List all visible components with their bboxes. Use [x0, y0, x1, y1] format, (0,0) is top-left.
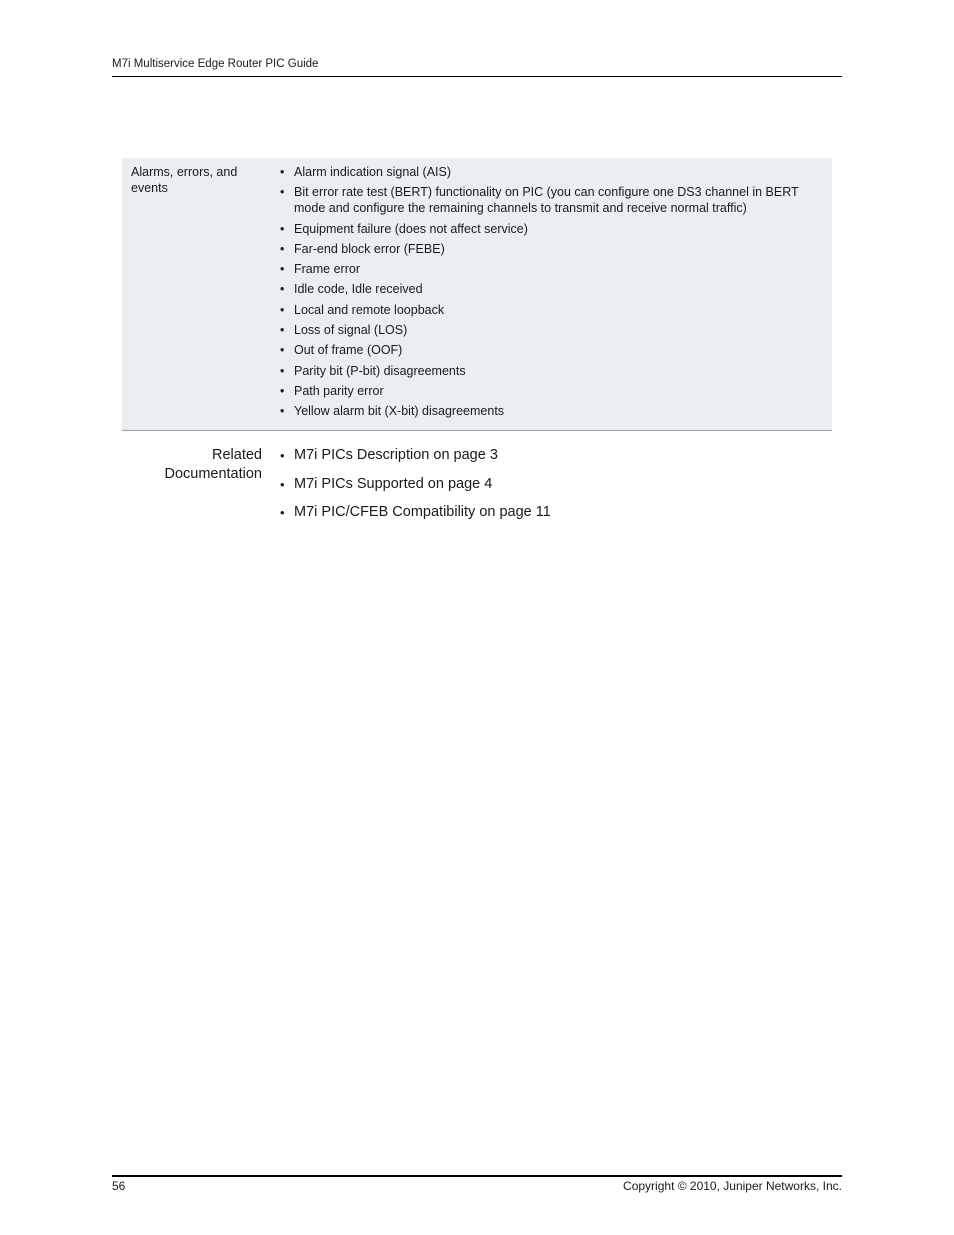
bullet-icon: • — [280, 404, 285, 419]
list-item-text: Alarm indication signal (AIS) — [294, 165, 452, 179]
list-item — [280, 184, 815, 216]
bullet-icon: • — [280, 282, 285, 297]
bullet-icon: • — [280, 505, 285, 520]
list-item-text: Frame error — [294, 262, 360, 277]
list-item — [280, 363, 815, 379]
bullet-icon: • — [280, 241, 285, 256]
bullet-icon: • — [280, 343, 285, 358]
list-item-text: Idle code, Idle received — [294, 282, 423, 297]
list-item-text: Bit error rate test (BERT) functionality on PIC (you can configure one DS3 channel in BERT mode and configure the remaining channels to transmit and receive normal traffic) — [294, 185, 799, 216]
guide-title: M7i Multiservice Edge Router PIC Guide — [112, 58, 319, 70]
spec-item-list — [280, 164, 815, 424]
copyright-notice: Copyright © 2010, Juniper Networks, Inc. — [623, 1179, 842, 1193]
page-footer — [112, 1175, 842, 1194]
related-documentation-heading — [122, 446, 262, 484]
related-link-item[interactable] — [280, 446, 780, 465]
list-item — [280, 403, 815, 419]
related-heading-line2: Documentation — [164, 466, 262, 482]
list-item-text: Loss of signal (LOS) — [294, 323, 408, 338]
list-item — [280, 281, 815, 297]
related-heading-line1: Related — [212, 447, 262, 463]
list-item-text: Equipment failure (does not affect service) — [294, 221, 528, 236]
related-link-item[interactable] — [280, 475, 780, 494]
bullet-icon: • — [280, 323, 285, 338]
related-link-text[interactable]: M7i PICs Description on page 3 — [294, 447, 498, 463]
page-header — [112, 57, 842, 77]
bullet-icon: • — [280, 165, 285, 179]
related-link-text[interactable]: M7i PICs Supported on page 4 — [294, 475, 493, 492]
bullet-icon: • — [280, 363, 285, 378]
list-item — [280, 221, 815, 237]
list-item — [280, 342, 815, 358]
list-item-text: Yellow alarm bit (X-bit) disagreements — [294, 404, 505, 419]
bullet-icon: • — [280, 302, 285, 317]
list-item-text: Out of frame (OOF) — [294, 343, 403, 358]
list-item — [280, 302, 815, 318]
list-item-text: Parity bit (P-bit) disagreements — [294, 363, 466, 378]
list-item — [280, 241, 815, 257]
bullet-icon: • — [280, 448, 285, 463]
list-item-text: Far-end block error (FEBE) — [294, 241, 445, 256]
list-item — [280, 164, 815, 180]
list-item-text: Path parity error — [294, 383, 384, 398]
bullet-icon: • — [280, 262, 285, 277]
bullet-icon: • — [280, 185, 285, 200]
list-item-text: Local and remote loopback — [294, 302, 445, 317]
related-link-text[interactable]: M7i PIC/CFEB Compatibility on page 11 — [294, 504, 551, 520]
related-links-list — [280, 446, 780, 532]
list-item — [280, 322, 815, 338]
page-number: 56 — [112, 1179, 126, 1193]
bullet-icon: • — [280, 221, 285, 236]
bullet-icon: • — [280, 476, 285, 492]
list-item — [280, 261, 815, 277]
spec-row-label: Alarms, errors, and events — [131, 165, 238, 195]
related-link-item[interactable] — [280, 503, 780, 522]
list-item — [280, 383, 815, 399]
bullet-icon: • — [280, 383, 285, 398]
spec-table-row — [122, 158, 832, 431]
